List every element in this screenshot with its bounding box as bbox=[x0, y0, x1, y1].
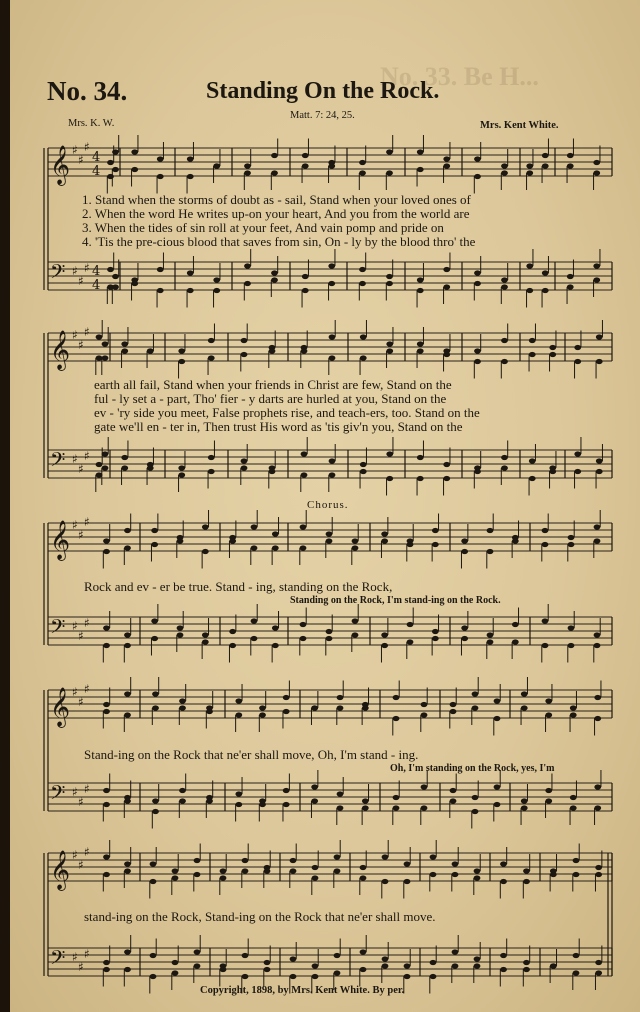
time-signature: 4 bbox=[92, 164, 101, 179]
notehead bbox=[573, 872, 580, 877]
verse-4-line-2: gate we'll en - ter in, Then trust His word as 'tis giv'n you, Stand on the bbox=[94, 419, 463, 434]
notehead bbox=[103, 960, 110, 965]
sharp-sign: ♯ bbox=[72, 328, 78, 342]
notehead bbox=[312, 875, 319, 880]
treble-clef: 𝄞 bbox=[50, 687, 71, 727]
sharp-sign: ♯ bbox=[78, 528, 84, 542]
chorus-label: Chorus. bbox=[307, 499, 349, 511]
sharp-sign: ♯ bbox=[78, 462, 84, 476]
notehead bbox=[290, 868, 297, 873]
notehead bbox=[523, 868, 530, 873]
notehead bbox=[334, 854, 341, 859]
notehead bbox=[312, 963, 319, 968]
bass-clef: 𝄢 bbox=[50, 781, 66, 809]
notehead bbox=[500, 967, 507, 972]
notehead bbox=[430, 974, 437, 979]
verse-2-line-2: ful - ly set a - part, Tho' fier - y darts are hurled at you, Stand on the bbox=[94, 391, 447, 406]
notehead bbox=[103, 872, 110, 877]
notehead bbox=[264, 967, 271, 972]
notehead bbox=[220, 967, 227, 972]
notehead bbox=[242, 858, 249, 863]
notehead bbox=[312, 865, 319, 870]
notehead bbox=[242, 868, 249, 873]
notehead bbox=[103, 967, 110, 972]
verse-1-line: 1. Stand when the storms of doubt as - sail, Stand when your loved ones of bbox=[82, 192, 471, 207]
music-credit: Mrs. Kent White. bbox=[480, 120, 559, 131]
notehead bbox=[573, 970, 580, 975]
verse-3-line-2: ev - 'ry side you meet, False prophets rise, and teach-ers, too. Stand on the bbox=[94, 405, 480, 420]
sharp-sign: ♯ bbox=[72, 518, 78, 532]
sharp-sign: ♯ bbox=[78, 960, 84, 974]
notehead bbox=[172, 970, 179, 975]
notehead bbox=[452, 872, 459, 877]
notehead bbox=[452, 963, 459, 968]
notehead bbox=[573, 858, 580, 863]
sharp-sign: ♯ bbox=[72, 143, 78, 157]
treble-clef: 𝄞 bbox=[50, 145, 71, 185]
sharp-sign: ♯ bbox=[78, 629, 84, 643]
notehead bbox=[194, 858, 201, 863]
notehead bbox=[172, 875, 179, 880]
bass-clef: 𝄢 bbox=[50, 448, 66, 476]
notehead bbox=[264, 960, 271, 965]
sharp-sign: ♯ bbox=[84, 449, 90, 463]
verse-1-line-2: earth all fail, Stand when your friends in Christ are few, Stand on the bbox=[94, 377, 452, 392]
notehead bbox=[194, 949, 201, 954]
notehead bbox=[360, 967, 367, 972]
verse-3-line: 3. When the tides of sin roll at your feet, And vain pomp and pride on bbox=[82, 220, 444, 235]
chorus-line-2: Stand-ing on the Rock that ne'er shall move, Oh, I'm stand - ing. bbox=[84, 747, 419, 762]
sharp-sign: ♯ bbox=[72, 950, 78, 964]
sharp-sign: ♯ bbox=[84, 325, 90, 339]
time-signature: 4 bbox=[92, 278, 101, 293]
notehead bbox=[550, 872, 557, 877]
bass-clef: 𝄢 bbox=[50, 615, 66, 643]
notehead bbox=[172, 960, 179, 965]
notehead bbox=[573, 953, 580, 958]
notehead bbox=[382, 854, 389, 859]
notehead bbox=[595, 960, 602, 965]
sharp-sign: ♯ bbox=[72, 619, 78, 633]
notehead bbox=[404, 879, 411, 884]
notehead bbox=[220, 875, 227, 880]
notehead bbox=[452, 861, 459, 866]
sharp-sign: ♯ bbox=[84, 947, 90, 961]
sharp-sign: ♯ bbox=[78, 274, 84, 288]
sharp-sign: ♯ bbox=[84, 140, 90, 154]
notehead bbox=[312, 974, 319, 979]
notehead bbox=[523, 960, 530, 965]
hymn-title: Standing On the Rock. bbox=[206, 78, 440, 104]
notehead bbox=[290, 974, 297, 979]
notehead bbox=[474, 868, 481, 873]
notehead bbox=[264, 868, 271, 873]
notehead bbox=[334, 868, 341, 873]
notehead bbox=[172, 868, 179, 873]
notehead bbox=[360, 949, 367, 954]
sharp-sign: ♯ bbox=[84, 616, 90, 630]
notehead bbox=[595, 872, 602, 877]
notehead bbox=[242, 974, 249, 979]
chorus-line-3: stand-ing on the Rock, Stand-ing on the Rock that ne'er shall move. bbox=[84, 909, 436, 924]
notehead bbox=[360, 865, 367, 870]
bass-clef: 𝄢 bbox=[50, 946, 66, 974]
notehead bbox=[150, 953, 157, 958]
notehead bbox=[124, 861, 131, 866]
chorus-line-1: Rock and ev - er be true. Stand - ing, standing on the Rock, bbox=[84, 579, 393, 594]
time-signature: 4 bbox=[92, 150, 101, 165]
sharp-sign: ♯ bbox=[84, 515, 90, 529]
notehead bbox=[404, 861, 411, 866]
notehead bbox=[382, 963, 389, 968]
notehead bbox=[452, 949, 459, 954]
chorus-alto-line-1: Standing on the Rock, I'm stand-ing on the Rock. bbox=[290, 595, 501, 606]
notehead bbox=[523, 967, 530, 972]
music-system-5 bbox=[10, 0, 640, 1012]
copyright-notice: Copyright, 1898, by Mrs. Kent White. By per. bbox=[200, 985, 405, 996]
sharp-sign: ♯ bbox=[78, 695, 84, 709]
words-credit: Mrs. K. W. bbox=[68, 118, 115, 129]
hymn-number: No. 34. bbox=[47, 76, 128, 106]
sharp-sign: ♯ bbox=[78, 795, 84, 809]
sharp-sign: ♯ bbox=[72, 785, 78, 799]
chorus-alto-line-2: Oh, I'm standing on the Rock, yes, I'm bbox=[390, 763, 555, 774]
sharp-sign: ♯ bbox=[78, 153, 84, 167]
notehead bbox=[194, 872, 201, 877]
sharp-sign: ♯ bbox=[72, 848, 78, 862]
bleed-through-text: No. 33. Be H... bbox=[380, 62, 539, 91]
treble-clef: 𝄞 bbox=[50, 520, 71, 560]
notehead bbox=[523, 879, 530, 884]
notehead bbox=[474, 956, 481, 961]
notehead bbox=[334, 970, 341, 975]
notehead bbox=[430, 960, 437, 965]
notehead bbox=[290, 858, 297, 863]
notehead bbox=[194, 963, 201, 968]
notehead bbox=[404, 974, 411, 979]
sharp-sign: ♯ bbox=[72, 452, 78, 466]
notehead bbox=[242, 953, 249, 958]
notehead bbox=[430, 854, 437, 859]
notehead bbox=[150, 861, 157, 866]
notehead bbox=[474, 875, 481, 880]
notehead bbox=[430, 872, 437, 877]
notehead bbox=[360, 875, 367, 880]
sharp-sign: ♯ bbox=[84, 782, 90, 796]
notehead bbox=[334, 953, 341, 958]
notehead bbox=[124, 949, 131, 954]
notehead bbox=[290, 956, 297, 961]
time-signature: 4 bbox=[92, 264, 101, 279]
verse-4-line: 4. 'Tis the pre-cious blood that saves from sin, On - ly by the blood thro' the bbox=[82, 234, 476, 249]
treble-clef: 𝄞 bbox=[50, 850, 71, 890]
notehead bbox=[382, 879, 389, 884]
notehead bbox=[474, 963, 481, 968]
notehead bbox=[500, 861, 507, 866]
notehead bbox=[500, 953, 507, 958]
hymn-page bbox=[10, 0, 640, 1012]
sharp-sign: ♯ bbox=[72, 264, 78, 278]
notehead bbox=[150, 974, 157, 979]
sharp-sign: ♯ bbox=[84, 261, 90, 275]
notehead bbox=[124, 868, 131, 873]
notehead bbox=[595, 970, 602, 975]
notehead bbox=[404, 963, 411, 968]
sharp-sign: ♯ bbox=[84, 682, 90, 696]
notehead bbox=[103, 854, 110, 859]
sharp-sign: ♯ bbox=[78, 858, 84, 872]
notehead bbox=[550, 963, 557, 968]
sharp-sign: ♯ bbox=[84, 845, 90, 859]
scripture-reference: Matt. 7: 24, 25. bbox=[290, 110, 355, 121]
sharp-sign: ♯ bbox=[78, 338, 84, 352]
bass-clef: 𝄢 bbox=[50, 260, 66, 288]
treble-clef: 𝄞 bbox=[50, 330, 71, 370]
notehead bbox=[595, 865, 602, 870]
verse-2-line: 2. When the word He writes up-on your heart, And you from the world are bbox=[82, 206, 470, 221]
notehead bbox=[124, 967, 131, 972]
notehead bbox=[382, 956, 389, 961]
notehead bbox=[220, 868, 227, 873]
notehead bbox=[500, 879, 507, 884]
notehead bbox=[150, 879, 157, 884]
sharp-sign: ♯ bbox=[72, 685, 78, 699]
